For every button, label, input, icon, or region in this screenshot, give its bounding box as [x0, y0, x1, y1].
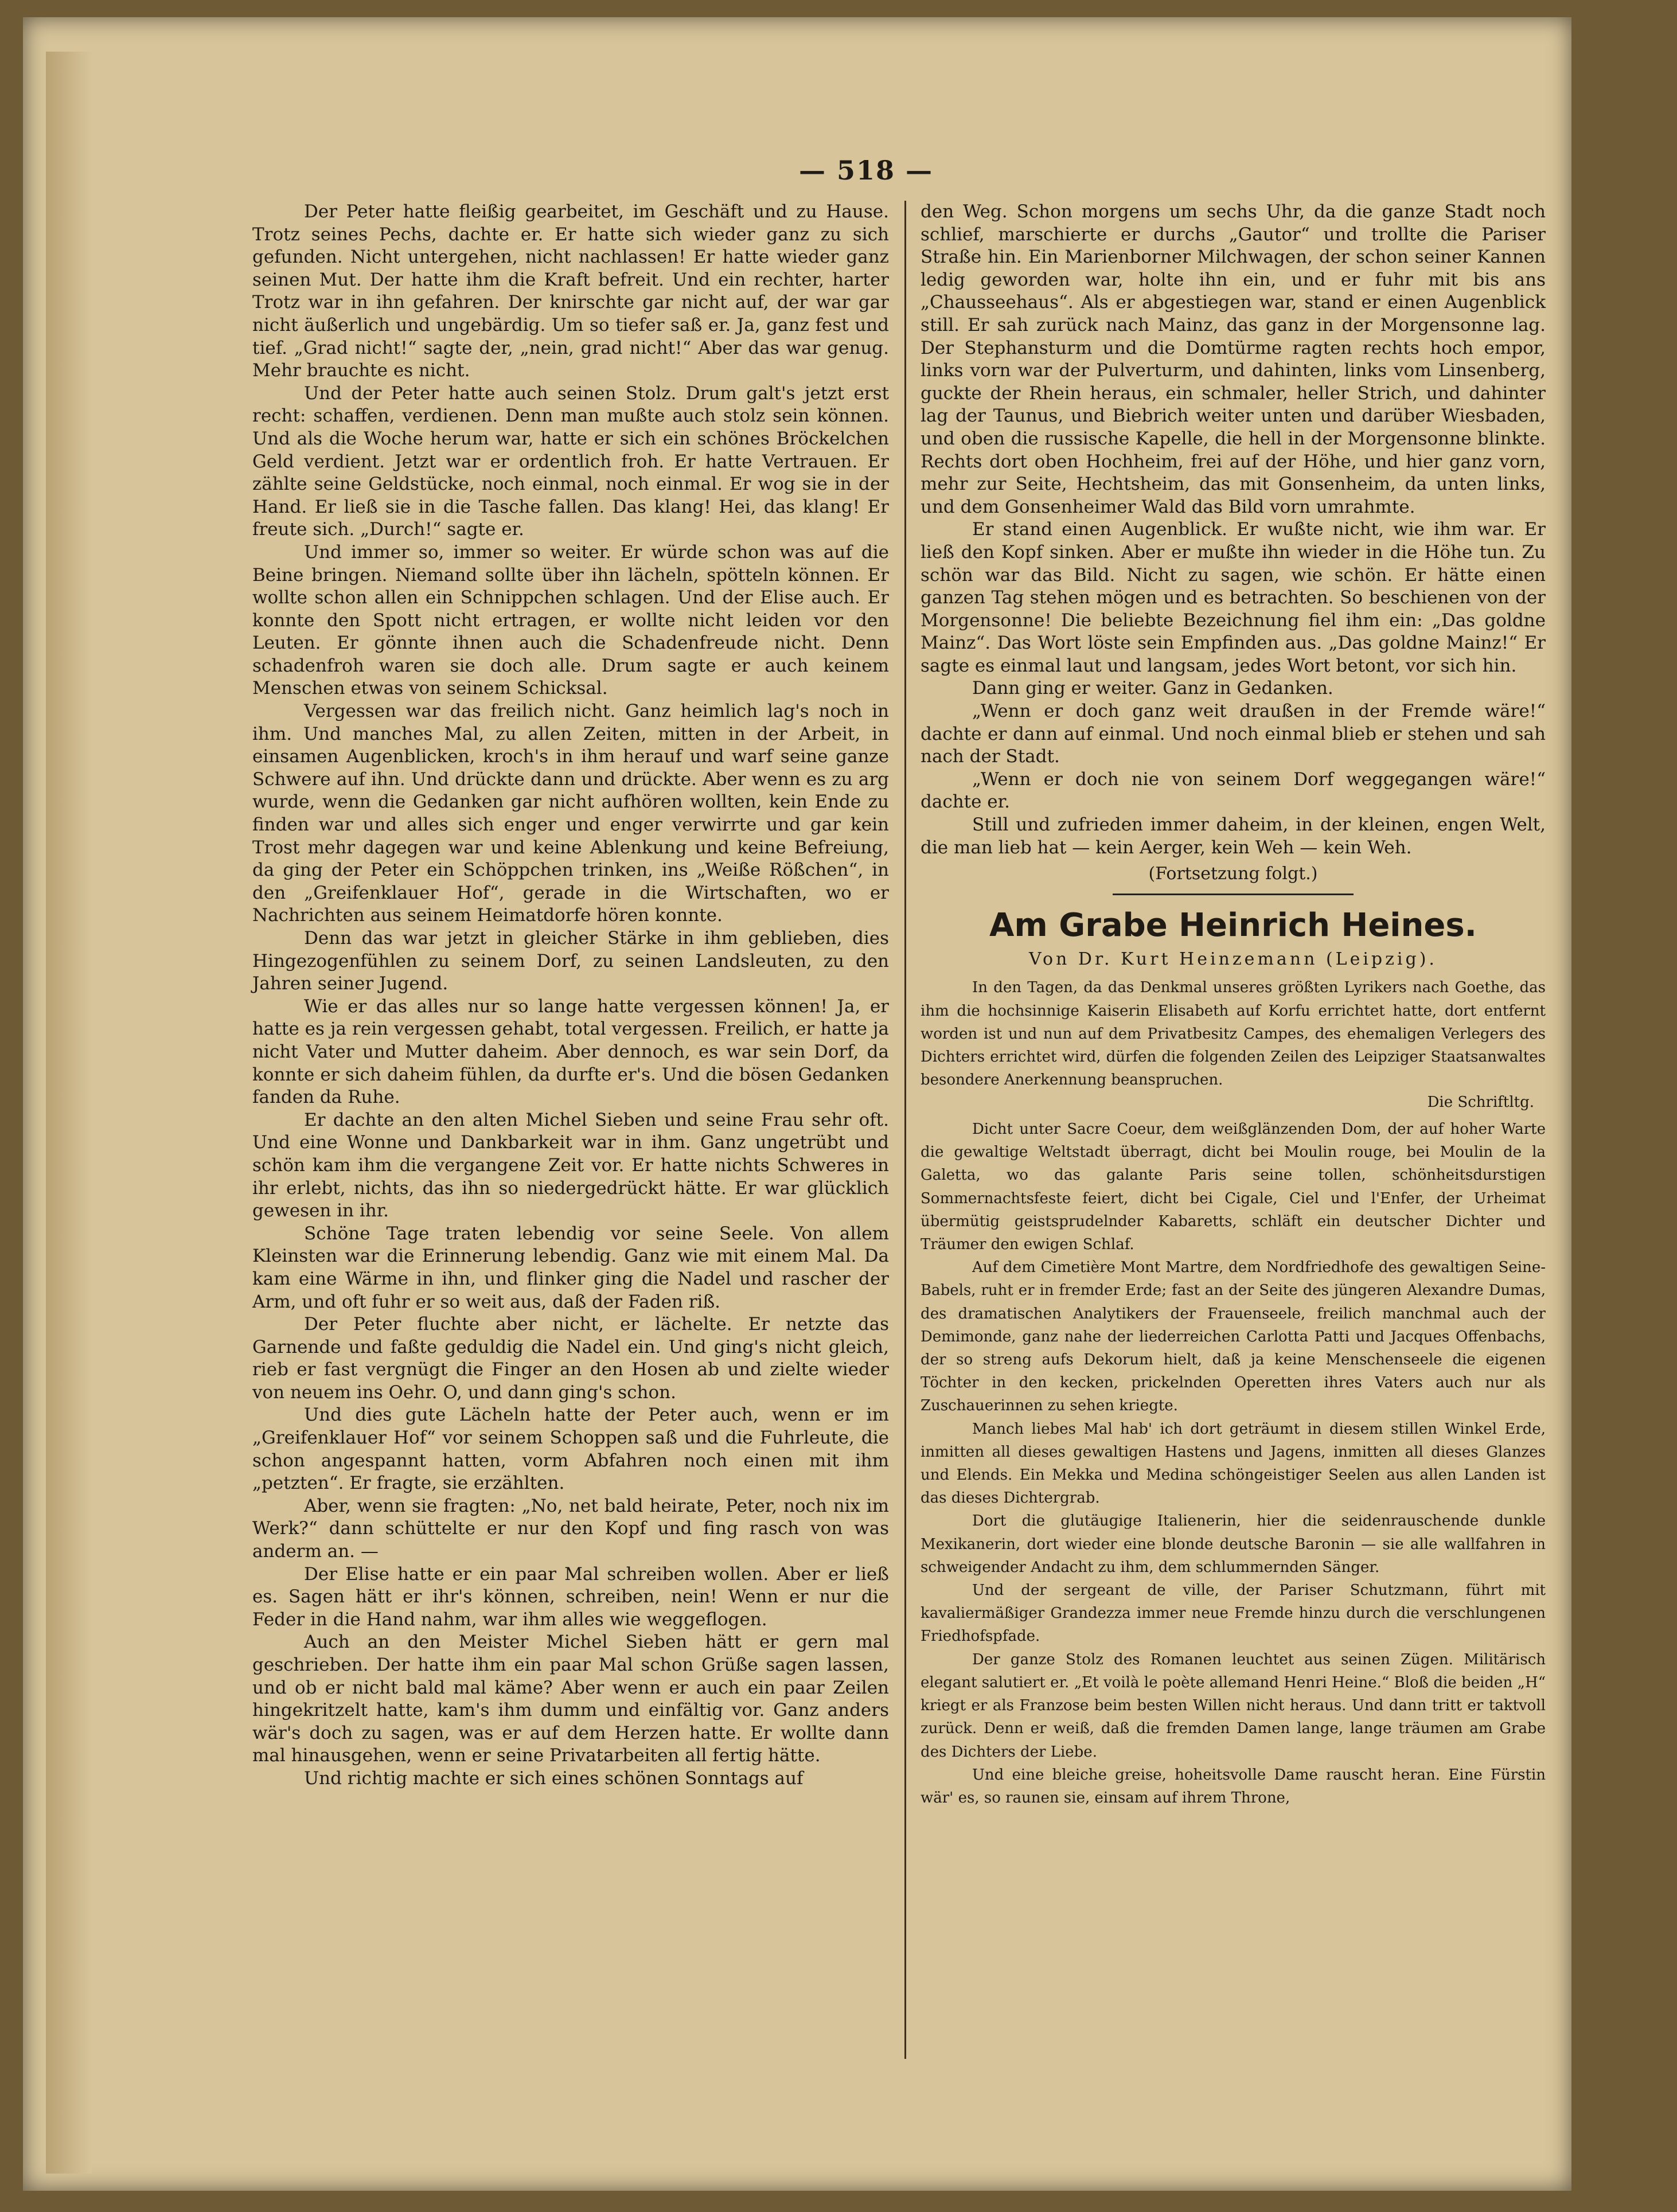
paragraph: „Wenn er doch ganz weit draußen in der Fremde wäre!“ dachte er dann auf einmal. Und noch einmal blieb er stehen und sah nach der Stadt.: [921, 701, 1546, 767]
paragraph: Und richtig machte er sich eines schönen Sonntags auf: [304, 1768, 804, 1789]
paragraph: Denn das war jetzt in gleicher Stärke in ihm geblieben, dies Hingezogenfühlen zu seinem Dorf, zu seinen Landsleuten, zu den Jahren seiner Jugend.: [252, 928, 889, 994]
paragraph: Aber, wenn sie fragten: „No, net bald heirate, Peter, noch nix im Werk?“ dann schüttelte er nur den Kopf und fing rasch von was anderm an. —: [252, 1495, 889, 1562]
right-column: [921, 201, 1546, 1809]
continuation-note: (Fortsetzung folgt.): [1148, 864, 1318, 884]
article-byline: Von Dr. Kurt Heinzemann (Leipzig).: [1029, 949, 1437, 969]
left-column: [252, 201, 889, 1790]
paragraph: Auch an den Meister Michel Sieben hätt er gern mal geschrieben. Der hatte ihm ein paar Mal schon Grüße sagen lassen, und ob er nicht bald mal käme? Aber wenn er auch ein paar Zeilen hingekritzelt hatte, kam's ihm dumm und einfältig vor. Ganz anders wär's doch zu sagen, was er auf dem Herzen hatte. Er wollte dann mal hinausgehen, wenn er seine Privatarbeiten all fertig hätte.: [252, 1632, 889, 1766]
paragraph: den Weg. Schon morgens um sechs Uhr, da die ganze Stadt noch schlief, marschierte er durchs „Gautor“ und trollte die Pariser Straße hin. Ein Marienborner Milchwagen, der schon seiner Kannen ledig geworden war, holte ihn ein, und er fuhr mit bis ans „Chausseehaus“. Als er abgestiegen war, stand er einen Augenblick still. Er sah zurück nach Mainz, das ganz in der Morgensonne lag. Der Stephansturm und die Domtürme ragten rechts hoch empor, links vorn war der Pulverturm, und dahinten, links vom Linsenberg, guckte der Rhein heraus, ein schmaler, heller Strich, und dahinter lag der Taunus, und Biebrich weiter unten und darüber Wiesbaden, und oben die russische Kapelle, die hell in der Morgensonne blinkte. Rechts dort oben Hochheim, frei auf der Höhe, und hier ganz vorn, mehr zur Seite, Hechtsheim, das mit Gonsenheim, da unten links, und dem Gonsenheimer Wald das Bild vorn umrahmte.: [921, 201, 1546, 517]
page-number: — 518 —: [798, 155, 934, 186]
paragraph: Schöne Tage traten lebendig vor seine Seele. Von allem Kleinsten war die Erinnerung lebendig. Ganz wie mit einem Mal. Da kam eine Wärme in ihn, und flinker ging die Nadel und rascher der Arm, und oft fuhr er so weit aus, daß der Faden riß.: [252, 1223, 889, 1312]
paragraph: Der Elise hatte er ein paar Mal schreiben wollen. Aber er ließ es. Sagen hätt er ihr's können, schreiben, nein! Wenn er nur die Feder in die Hand nahm, war ihm alles wie weggeflogen.: [252, 1563, 889, 1630]
column-divider: [904, 201, 906, 2059]
paragraph: Der Peter hatte fleißig gearbeitet, im Geschäft und zu Hause. Trotz seines Pechs, dachte er. Er hatte sich wieder ganz zu sich gefunden. Nicht untergehen, nicht nachlassen! Er hatte wieder ganz seinen Mut. Der hatte ihm die Kraft befreit. Und ein rechter, harter Trotz war in ihn gefahren. Der knirschte gar nicht auf, der war gar nicht äußerlich und ungebärdig. Um so tiefer saß er. Ja, ganz fest und tief. „Grad nicht!“ sagte der, „nein, grad nicht!“ Aber das war genug. Mehr brauchte es nicht.: [252, 201, 889, 381]
paragraph: Und der sergeant de ville, der Pariser Schutzmann, führt mit kavaliermäßiger Grandezza immer neue Fremde hinzu durch die verschlungenen Friedhofspfade.: [921, 1582, 1546, 1645]
paragraph: Der Peter fluchte aber nicht, er lächelte. Er netzte das Garnende und faßte geduldig die Nadel ein. Und ging's nicht gleich, rieb er fast vergnügt die Finger an den Hosen ab und zielte wieder von neuem ins Oehr. O, und dann ging's schon.: [252, 1314, 889, 1403]
paragraph: Vergessen war das freilich nicht. Ganz heimlich lag's noch in ihm. Und manches Mal, zu allen Zeiten, mitten in der Arbeit, in einsamen Augenblicken, kroch's in ihm herauf und warf seine ganze Schwere auf ihn. Und drückte dann und drückte. Aber wenn es zu arg wurde, wenn die Gedanken gar nicht aufhören wollten, kein Ende zu finden war und alles sich enger und enger verwirrte und gar kein Trost mehr dagegen war und keine Ablenkung und keine Befreiung, da ging der Peter ein Schöppchen trinken, ins „Weiße Rößchen“, in den „Greifenklauer Hof“, gerade in die Wirtschaften, wo er Nachrichten aus seinem Heimatdorfe hören konnte.: [252, 701, 889, 926]
paragraph: Er stand einen Augenblick. Er wußte nicht, wie ihm war. Er ließ den Kopf sinken. Aber er mußte ihn wieder in die Höhe tun. Zu schön war das Bild. Nicht zu sagen, wie schön. Er hätte einen ganzen Tag stehen mögen und es betrachten. So beschienen von der Morgensonne! Die beliebte Bezeichnung fiel ihm ein: „Das goldne Mainz“. Das Wort löste sein Empfinden aus. „Das goldne Mainz!“ Er sagte es einmal laut und langsam, jedes Wort betont, vor sich hin.: [921, 519, 1546, 676]
story-continuation: [921, 201, 1546, 859]
paragraph: Still und zufrieden immer daheim, in der kleinen, engen Welt, die man lieb hat — kein Aerger, kein Weh — kein Weh.: [921, 814, 1546, 858]
paragraph: Er dachte an den alten Michel Sieben und seine Frau sehr oft. Und eine Wonne und Dankbarkeit war in ihm. Ganz ungetrübt und schön kam ihm die vergangene Zeit vor. Er hatte nichts Schweres in ihr erlebt, nichts, das ihn so niedergedrückt hätte. Er war glücklich gewesen in ihr.: [252, 1109, 889, 1222]
paragraph: „Wenn er doch nie von seinem Dorf weggegangen wäre!“ dachte er.: [921, 768, 1546, 813]
article-paragraphs: [921, 1118, 1546, 1809]
paragraph: Dicht unter Sacre Coeur, dem weißglänzenden Dom, der auf hoher Warte die gewaltige Weltstadt überragt, dicht bei Moulin rouge, bei Moulin de la Galetta, wo das galante Paris seine tollen, schönheitsdurstigen Sommernachtsfeste feiert, dicht bei Cigale, Ciel und l'Enfer, der Urheimat übermütig geistsprudelnder Kabaretts, schläft ein deutscher Dichter und Träumer den ewigen Schlaf.: [921, 1121, 1546, 1254]
editor-signature: Die Schriftltg.: [1427, 1094, 1534, 1111]
title-divider: [1113, 894, 1354, 895]
paragraph: Und der Peter hatte auch seinen Stolz. Drum galt's jetzt erst recht: schaffen, verdienen. Denn man mußte auch stolz sein können. Und als die Woche herum war, hatte er sich ein schönes Bröckelchen Geld verdient. Jetzt war er ordentlich froh. Er hatte Vertrauen. Er zählte seine Geldstücke, noch einmal, noch einmal. Er wog sie in der Hand. Er ließ sie in die Tasche fallen. Das klang! Hei, das klang! Er freute sich. „Durch!“ sagte er.: [252, 383, 889, 540]
article-body: [921, 976, 1546, 1809]
paragraph: Dort die glutäugige Italienerin, hier die seidenrauschende dunkle Mexikanerin, dort wieder eine blonde deutsche Baronin — sie alle wallfahren in schweigender Andacht zu ihm, dem schlummernden Sänger.: [921, 1512, 1546, 1576]
newspaper-page: [23, 17, 1571, 2191]
article-title: Am Grabe Heinrich Heines.: [989, 906, 1477, 944]
paragraph: Auf dem Cimetière Mont Martre, dem Nordfriedhofe des gewaltigen Seine-Babels, ruht er in fremder Erde; fast an der Seite des jüngeren Alexandre Dumas, des dramatischen Analytikers der Frauenseele, freilich manchmal auch der Demimonde, ganz nahe der liederreichen Carlotta Patti und Jacques Offenbachs, der so streng aufs Dekorum hielt, daß ja keine Menschenseele die eigenen Töchter in den kecken, prickelnden Operetten ihres Vaters auch nur als Zuschauerinnen zu sehen kriegte.: [921, 1259, 1546, 1415]
paragraph: Und eine bleiche greise, hoheitsvolle Dame rauscht heran. Eine Fürstin wär' es, so raunen sie, einsam auf ihrem Throne,: [921, 1766, 1546, 1807]
paragraph: Und dies gute Lächeln hatte der Peter auch, wenn er im „Greifenklauer Hof“ vor seinem Schoppen saß und die Fuhrleute, die schon angespannt hatten, vorm Abfahren noch einen mit ihm „petzten“. Er fragte, sie erzählten.: [252, 1405, 889, 1494]
paragraph: Dann ging er weiter. Ganz in Gedanken.: [972, 678, 1333, 699]
paragraph: Der ganze Stolz des Romanen leuchtet aus seinen Zügen. Militärisch elegant salutiert er. „Et voilà le poète allemand Henri Heine.“ Bloß die beiden „H“ kriegt er als Franzose beim besten Willen nicht heraus. Und dann tritt er taktvoll zurück. Denn er weiß, daß die fremden Damen lange, lange träumen am Grabe des Dichters der Liebe.: [921, 1651, 1546, 1761]
paragraph: Manch liebes Mal hab' ich dort geträumt in diesem stillen Winkel Erde, inmitten all dieses gewaltigen Hastens und Jagens, inmitten all dieses Glanzes und Elends. Ein Mekka und Medina schöngeistiger Seelen aus allen Landen ist das dieses Dichtergrab.: [921, 1420, 1546, 1507]
article-intro: In den Tagen, da das Denkmal unseres größten Lyrikers nach Goethe, das ihm die hochsinnige Kaiserin Elisabeth auf Korfu errichtet hatte, dort entfernt worden ist und nun auf dem Privatbesitz Campes, des ehemaligen Verlegers des Dichters errichtet wird, dürfen die folgenden Zeilen des Leipziger Staatsanwaltes besondere Anerkennung beanspruchen.: [921, 979, 1546, 1089]
paragraph: Und immer so, immer so weiter. Er würde schon was auf die Beine bringen. Niemand sollte über ihn lächeln, spötteln können. Er wollte schon allen ein Schnippchen schlagen. Und der Elise auch. Er konnte den Spott nicht ertragen, er wollte nicht leiden vor den Leuten. Er gönnte ihnen auch die Schadenfreude nicht. Denn schadenfroh waren sie doch alle. Drum sagte er auch keinem Menschen etwas von seinem Schicksal.: [252, 541, 889, 699]
page-fold-shadow: [46, 52, 92, 2174]
paragraph: Wie er das alles nur so lange hatte vergessen können! Ja, er hatte es ja rein vergessen gehabt, total vergessen. Freilich, er hatte ja nicht Vater und Mutter daheim. Aber dennoch, es war sein Dorf, da konnte er sich daheim fühlen, da durfte er's. Und die bösen Gedanken fanden da Ruhe.: [252, 996, 889, 1108]
